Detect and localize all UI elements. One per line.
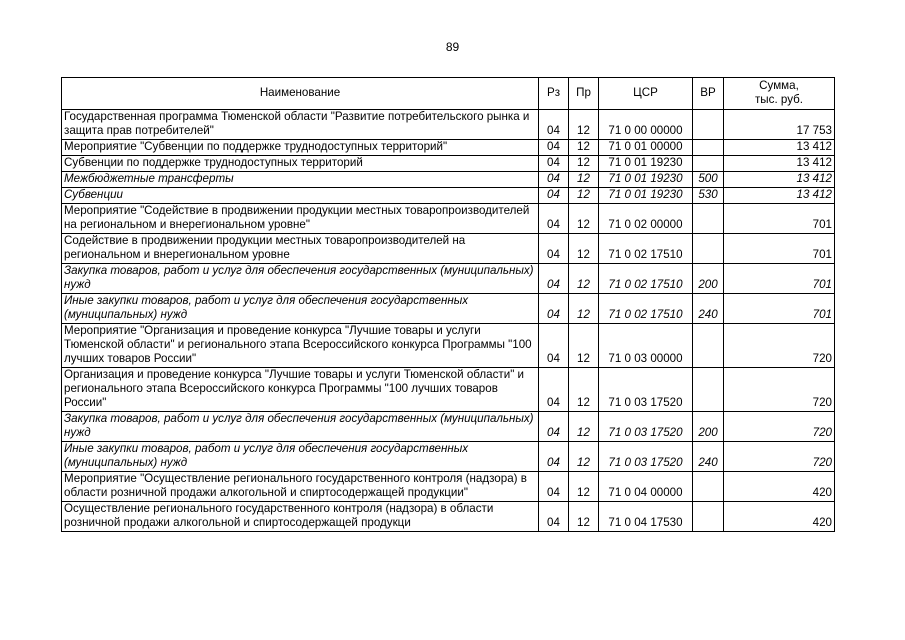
row-rz: 04 <box>539 234 569 264</box>
row-sum: 13 412 <box>724 156 835 172</box>
row-vr <box>693 368 724 412</box>
row-name: Закупка товаров, работ и услуг для обеспечения государственных (муниципальных) нужд <box>62 264 539 294</box>
row-rz: 04 <box>539 442 569 472</box>
table-body <box>62 110 835 532</box>
row-csr: 71 0 04 17530 <box>599 502 693 532</box>
row-sum: 420 <box>724 502 835 532</box>
row-vr: 240 <box>693 294 724 324</box>
row-sum: 701 <box>724 264 835 294</box>
row-rz: 04 <box>539 140 569 156</box>
row-rz: 04 <box>539 472 569 502</box>
row-sum: 720 <box>724 368 835 412</box>
row-name: Содействие в продвижении продукции местных товаропроизводителей на региональном и внерегиональном уровне <box>62 234 539 264</box>
row-csr: 71 0 02 00000 <box>599 204 693 234</box>
row-rz: 04 <box>539 172 569 188</box>
row-rz: 04 <box>539 264 569 294</box>
row-sum: 701 <box>724 234 835 264</box>
row-pr: 12 <box>569 156 599 172</box>
table-row <box>62 156 835 172</box>
table-row <box>62 324 835 368</box>
row-rz: 04 <box>539 324 569 368</box>
row-sum: 13 412 <box>724 140 835 156</box>
row-sum: 17 753 <box>724 110 835 140</box>
row-rz: 04 <box>539 110 569 140</box>
table-row <box>62 172 835 188</box>
row-name: Государственная программа Тюменской области "Развитие потребительского рынка и защита прав потребителей" <box>62 110 539 140</box>
row-vr: 530 <box>693 188 724 204</box>
row-pr: 12 <box>569 188 599 204</box>
row-vr <box>693 110 724 140</box>
row-pr: 12 <box>569 442 599 472</box>
row-sum: 13 412 <box>724 188 835 204</box>
row-csr: 71 0 03 17520 <box>599 368 693 412</box>
row-csr: 71 0 03 00000 <box>599 324 693 368</box>
row-pr: 12 <box>569 234 599 264</box>
row-csr: 71 0 03 17520 <box>599 412 693 442</box>
row-rz: 04 <box>539 412 569 442</box>
row-csr: 71 0 01 19230 <box>599 188 693 204</box>
table-row <box>62 264 835 294</box>
row-vr <box>693 156 724 172</box>
row-name: Мероприятие "Содействие в продвижении продукции местных товаропроизводителей на региональном и внерегиональном уровне" <box>62 204 539 234</box>
row-rz: 04 <box>539 204 569 234</box>
row-pr: 12 <box>569 472 599 502</box>
page-number: 89 <box>445 40 460 54</box>
row-csr: 71 0 02 17510 <box>599 234 693 264</box>
row-csr: 71 0 01 19230 <box>599 172 693 188</box>
table-row <box>62 472 835 502</box>
header-sum-line2: тыс. руб. <box>755 93 803 106</box>
row-vr: 240 <box>693 442 724 472</box>
row-pr: 12 <box>569 324 599 368</box>
row-sum: 720 <box>724 324 835 368</box>
row-csr: 71 0 02 17510 <box>599 264 693 294</box>
row-csr: 71 0 03 17520 <box>599 442 693 472</box>
row-sum: 701 <box>724 294 835 324</box>
row-vr <box>693 324 724 368</box>
row-pr: 12 <box>569 368 599 412</box>
row-sum: 701 <box>724 204 835 234</box>
row-name: Иные закупки товаров, работ и услуг для обеспечения государственных (муниципальных) нужд <box>62 442 539 472</box>
row-rz: 04 <box>539 188 569 204</box>
row-name: Закупка товаров, работ и услуг для обеспечения государственных (муниципальных) нужд <box>62 412 539 442</box>
row-csr: 71 0 01 00000 <box>599 140 693 156</box>
row-vr <box>693 234 724 264</box>
row-rz: 04 <box>539 156 569 172</box>
row-pr: 12 <box>569 502 599 532</box>
table-row <box>62 204 835 234</box>
header-sum-line1: Сумма, <box>759 79 799 92</box>
row-rz: 04 <box>539 502 569 532</box>
row-name: Мероприятие "Организация и проведение конкурса "Лучшие товары и услуги Тюменской области" и регионального этапа Всероссийского конкурса Программы "100 лучших товаров России" <box>62 324 539 368</box>
header-rz: Рз <box>539 78 569 110</box>
row-rz: 04 <box>539 368 569 412</box>
budget-table <box>61 77 835 532</box>
table-row <box>62 368 835 412</box>
row-pr: 12 <box>569 264 599 294</box>
table-row <box>62 442 835 472</box>
row-sum: 13 412 <box>724 172 835 188</box>
row-csr: 71 0 00 00000 <box>599 110 693 140</box>
row-pr: 12 <box>569 294 599 324</box>
table-row <box>62 140 835 156</box>
header-vr: ВР <box>693 78 724 110</box>
row-vr <box>693 204 724 234</box>
table-row <box>62 502 835 532</box>
row-name: Субвенции <box>62 188 539 204</box>
table-row <box>62 294 835 324</box>
row-name: Межбюджетные трансферты <box>62 172 539 188</box>
row-sum: 720 <box>724 412 835 442</box>
row-pr: 12 <box>569 110 599 140</box>
row-name: Мероприятие "Осуществление регионального государственного контроля (надзора) в области розничной продажи алкогольной и спиртосодержащей продукции" <box>62 472 539 502</box>
row-name: Мероприятие "Субвенции по поддержке труднодоступных территорий" <box>62 140 539 156</box>
row-pr: 12 <box>569 172 599 188</box>
row-vr: 200 <box>693 264 724 294</box>
row-name: Осуществление регионального государственного контроля (надзора) в области розничной продажи алкогольной и спиртосодержащей продукци <box>62 502 539 532</box>
row-name: Иные закупки товаров, работ и услуг для обеспечения государственных (муниципальных) нужд <box>62 294 539 324</box>
row-csr: 71 0 01 19230 <box>599 156 693 172</box>
row-vr: 500 <box>693 172 724 188</box>
row-csr: 71 0 02 17510 <box>599 294 693 324</box>
row-vr <box>693 140 724 156</box>
header-csr: ЦСР <box>599 78 693 110</box>
header-sum <box>724 78 835 110</box>
row-sum: 420 <box>724 472 835 502</box>
table-row <box>62 110 835 140</box>
row-sum: 720 <box>724 442 835 472</box>
row-name: Организация и проведение конкурса "Лучшие товары и услуги Тюменской области" и регионального этапа Всероссийского конкурса Программы "100 лучших товаров России" <box>62 368 539 412</box>
row-csr: 71 0 04 00000 <box>599 472 693 502</box>
row-pr: 12 <box>569 204 599 234</box>
table-row <box>62 188 835 204</box>
row-vr <box>693 502 724 532</box>
row-vr: 200 <box>693 412 724 442</box>
row-name: Субвенции по поддержке труднодоступных территорий <box>62 156 539 172</box>
row-rz: 04 <box>539 294 569 324</box>
row-vr <box>693 472 724 502</box>
header-name: Наименование <box>62 78 539 110</box>
header-pr: Пр <box>569 78 599 110</box>
row-pr: 12 <box>569 412 599 442</box>
table-row <box>62 412 835 442</box>
row-pr: 12 <box>569 140 599 156</box>
table-row <box>62 234 835 264</box>
table-header-row <box>62 78 835 110</box>
